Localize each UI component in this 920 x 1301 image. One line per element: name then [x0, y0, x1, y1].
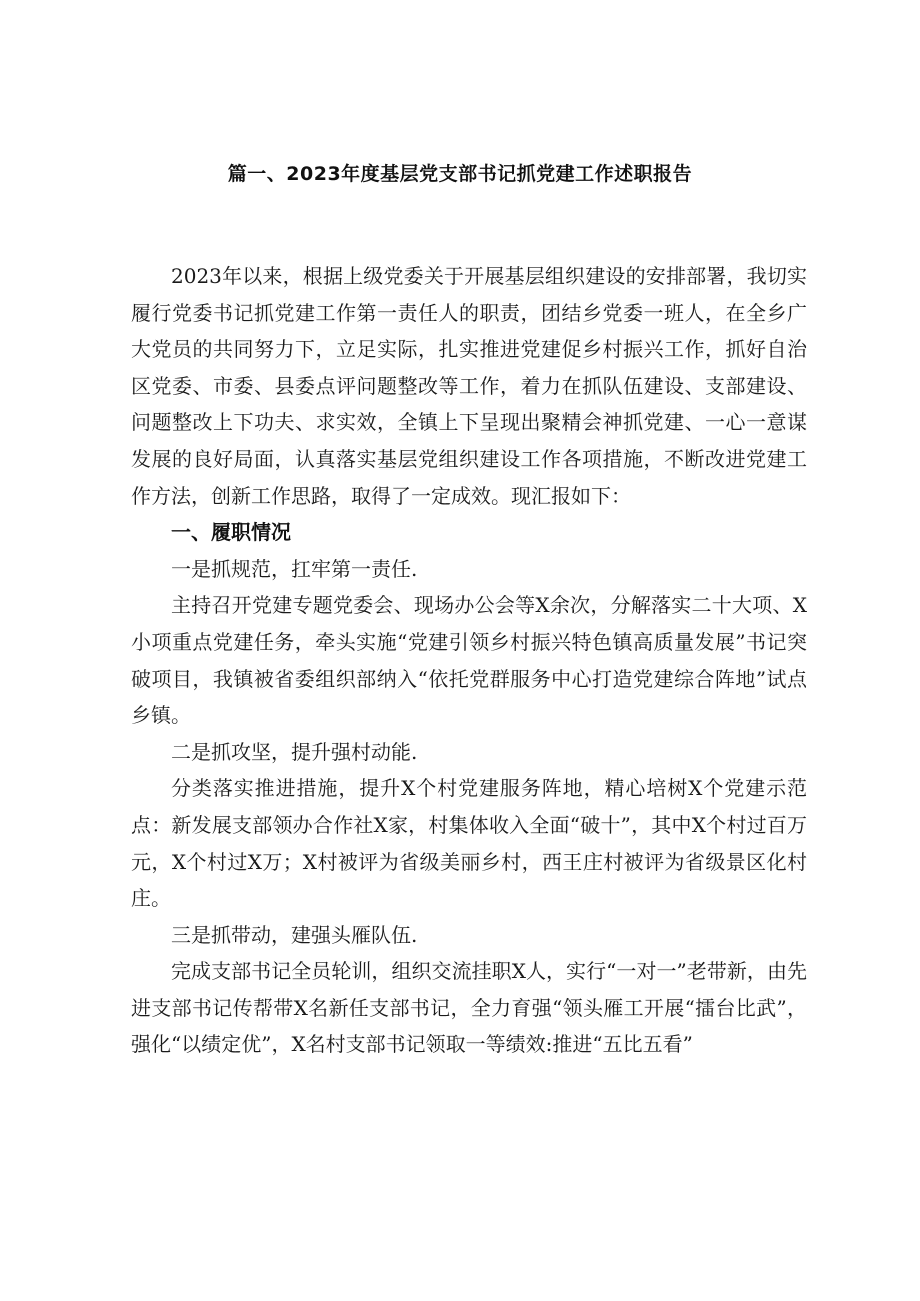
point-body: 主持召开党建专题党委会、现场办公会等X余次，分解落实二十大项、X小项重点党建任务，牵头实施“党建引领乡村振兴特色镇高质量发展”书记突破项目，我镇被省委组织部纳入“依托党群服务中心打造党建综合阵地”试点乡镇。	[131, 593, 807, 728]
document-title: 篇一、2023年度基层党支部书记抓党建工作述职报告	[227, 163, 693, 185]
document-body	[131, 258, 807, 1063]
intro-paragraph: 2023年以来，根据上级党委关于开展基层组织建设的安排部署，我切实履行党委书记抓党建工作第一责任人的职责，团结乡党委一班人，在全乡广大党员的共同努力下，立足实际，扎实推进党建促乡村振兴工作，抓好自治区党委、市委、县委点评问题整改等工作，着力在抓队伍建设、支部建设、问题整改上下功夫、求实效，全镇上下呈现出聚精会神抓党建、一心一意谋发展的良好局面，认真落实基层党组织建设工作各项措施，不断改进党建工作方法，创新工作思路，取得了一定成效。现汇报如下：	[131, 264, 807, 508]
point-title: 二是抓攻坚，提升强村动能.	[171, 739, 418, 764]
point-title: 三是抓带动，建强头雁队伍.	[171, 922, 418, 947]
point-body: 完成支部书记全员轮训，组织交流挂职X人，实行“一对一”老带新，由先进支部书记传帮带X名新任支部书记，全力育强“领头雁工开展“擂台比武”，强化“以绩定优”，X名村支部书记领取一等绩效:推进“五比五看”	[131, 959, 807, 1057]
section-heading: 一、履职情况	[171, 520, 291, 545]
point-body: 分类落实推进措施，提升X个村党建服务阵地，精心培树X个党建示范点：新发展支部领办合作社X家，村集体收入全面“破十”，其中X个村过百万元，X个村过X万；X村被评为省级美丽乡村，西王庄村被评为省级景区化村庄。	[131, 776, 807, 911]
point-title: 一是抓规范，扛牢第一责任.	[171, 556, 418, 581]
